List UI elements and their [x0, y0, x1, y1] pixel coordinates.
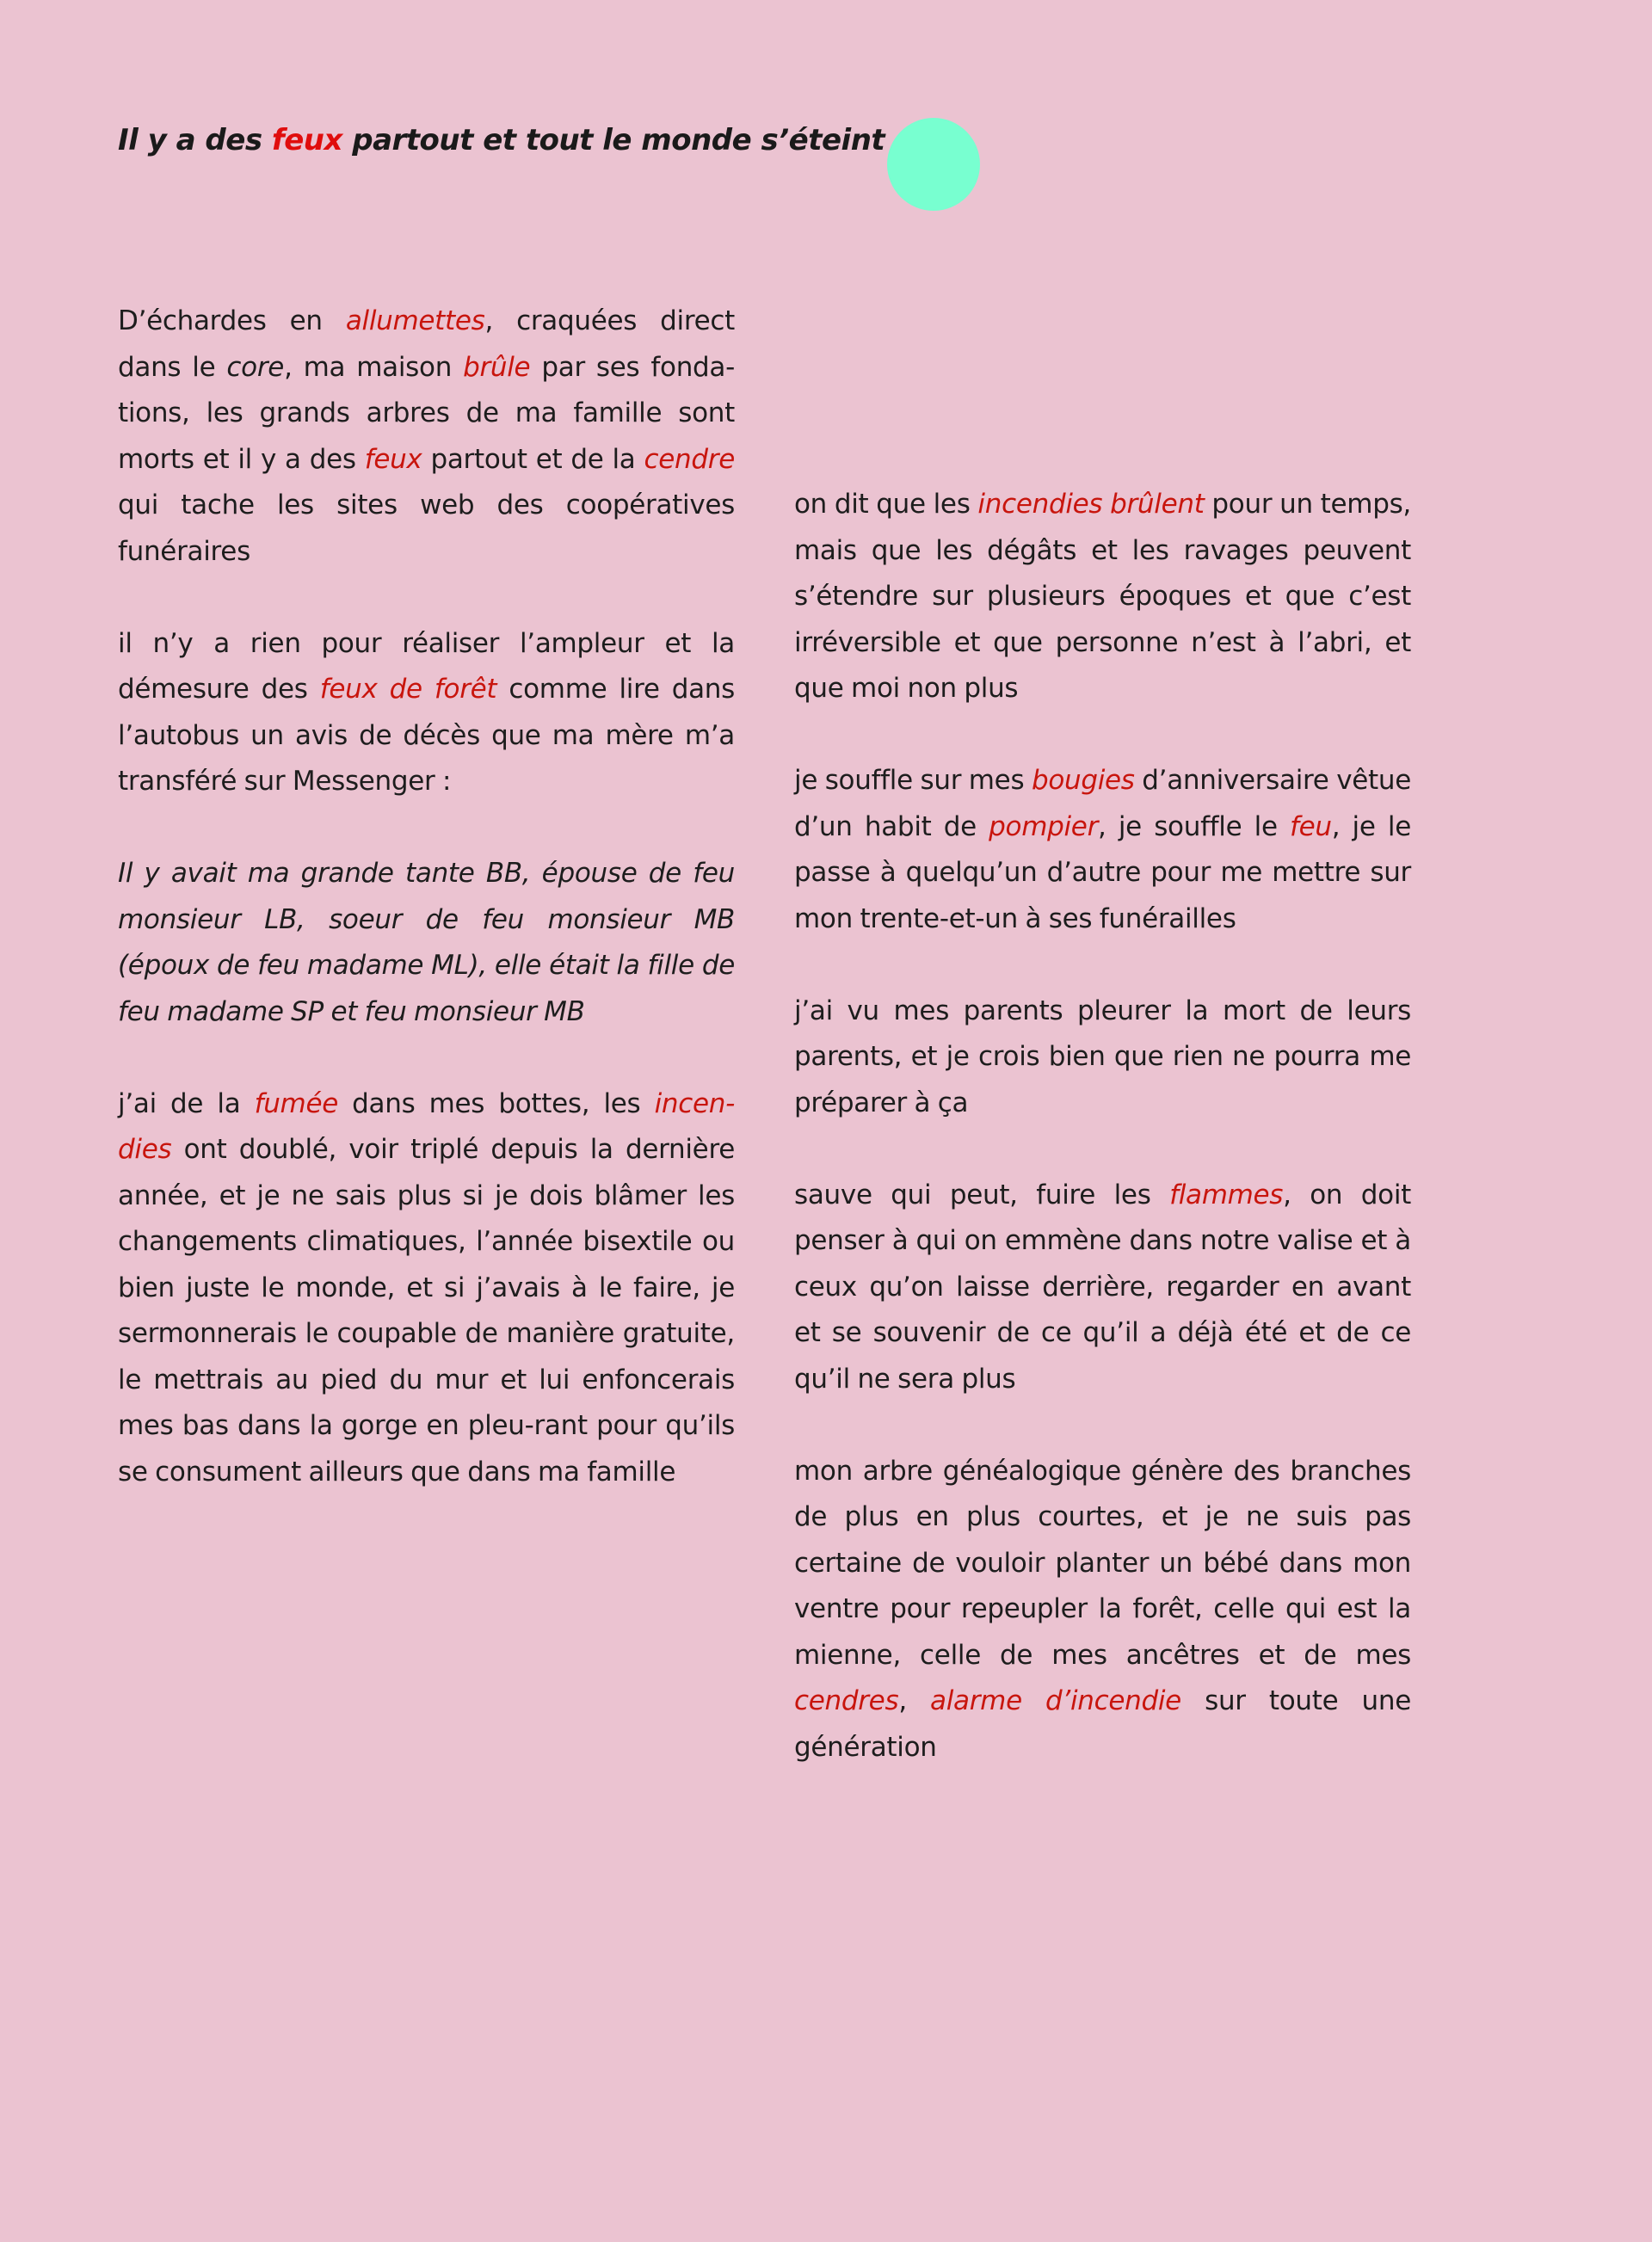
decorative-circle — [887, 118, 980, 211]
text-span: sur toute une génération — [794, 1685, 1412, 1763]
highlight-word: alarme d’incendie — [930, 1685, 1181, 1716]
text-span: je souffle sur mes — [794, 765, 1032, 796]
obituary-quote: Il y avait ma grande tante BB, épouse de feu monsieur LB, soeur de feu monsieur MB (époux de feu madame ML), elle était la fille de feu madame SP et feu monsieur MB — [118, 858, 735, 1027]
right-column — [794, 482, 1411, 1771]
left-column — [118, 299, 735, 1495]
paragraph-1 — [118, 299, 735, 575]
text-span: partout et de la — [422, 443, 644, 475]
text-span: , on doit penser à qui on emmène dans notre valise et à ceux qu’on laisse derrière, regarder en avant et se souvenir de ce qu’il a déjà été et de ce qu’il ne sera plus — [794, 1179, 1411, 1395]
highlight-word: allumettes — [345, 305, 485, 336]
text-span: , je le passe à quelqu’un d’autre pour me mettre sur mon trente-et-un à ses funérailles — [794, 810, 1411, 934]
text-span: mon arbre généalogique génère des branches de plus en plus courtes, et je ne suis pas certaine de vouloir planter un bébé dans mon ventre pour repeupler la forêt, celle qui est la mienne, celle de mes ancêtres et de mes — [794, 1455, 1411, 1671]
paragraph-6 — [794, 758, 1411, 942]
highlight-word: fumée — [254, 1087, 338, 1119]
title-text-after: partout et tout le monde s’éteint — [342, 123, 885, 157]
highlight-word: bougies — [1031, 765, 1135, 796]
text-span: qui tache les sites web des coopératives funéraires — [118, 490, 735, 567]
highlight-word: cendre — [644, 443, 735, 475]
highlight-word: incendies brûlent — [977, 489, 1205, 520]
text-span: , — [898, 1685, 931, 1716]
title-text-before: Il y a des — [118, 123, 272, 157]
highlight-word: feux — [364, 443, 422, 475]
text-span: ont doublé, voir triplé depuis la dernière année, et je ne sais plus si je dois blâmer les changements climatiques, l’année bisextile ou bien juste le monde, et si j’avais à le faire, je sermonnerais le coupable de manière gratuite, le mettrais au pied du mur et lui enfoncerais mes bas dans la gorge en pleu-rant pour qu’ils se consument ailleurs que dans ma famille — [118, 1134, 735, 1487]
highlight-word: incen-dies — [118, 1087, 735, 1165]
text-span: par ses fonda-tions, les grands arbres de ma famille sont morts et il y a des — [118, 351, 736, 475]
highlight-word: flammes — [1169, 1179, 1284, 1210]
highlight-word: pompier — [989, 810, 1099, 842]
text-span: on dit que les — [794, 489, 978, 520]
paragraph-4 — [118, 1081, 735, 1496]
text-span: d’anniversaire vêtue d’un habit de — [794, 765, 1411, 842]
paragraph-5 — [794, 482, 1411, 712]
highlight-word: feu — [1290, 810, 1332, 842]
highlight-word: brûle — [463, 351, 531, 383]
highlight-word: cendres — [794, 1685, 899, 1716]
highlight-word: feux de forêt — [319, 674, 497, 705]
page-title — [118, 120, 885, 160]
title-highlight: feux — [271, 123, 342, 157]
text-span: comme lire dans l’autobus un avis de décès que ma mère m’a transféré sur Messenger : — [118, 674, 736, 797]
paragraph-2 — [118, 621, 735, 805]
text-span: , craquées direct dans le — [118, 305, 735, 383]
text-span: dans mes bottes, les — [338, 1087, 655, 1119]
paragraph-9 — [794, 1449, 1411, 1771]
text-span: j’ai de la — [118, 1087, 255, 1119]
text-span: sauve qui peut, fuire les — [794, 1179, 1170, 1210]
paragraph-8 — [794, 1173, 1411, 1403]
paragraph-7: j’ai vu mes parents pleurer la mort de leurs parents, et je crois bien que rien ne pourra me préparer à ça — [794, 995, 1411, 1118]
text-span: pour un temps, mais que les dégâts et les ravages peuvent s’étendre sur plusieurs époques et que c’est irréversible et que personne n’est à l’abri, et que moi non plus — [794, 489, 1411, 704]
text-span: D’échardes en — [118, 305, 346, 336]
text-span: , ma maison — [284, 351, 464, 383]
text-span: il n’y a rien pour réaliser l’ampleur et la démesure des — [118, 627, 735, 705]
italic-word: core — [226, 351, 285, 383]
text-span: , je souffle le — [1098, 810, 1290, 842]
